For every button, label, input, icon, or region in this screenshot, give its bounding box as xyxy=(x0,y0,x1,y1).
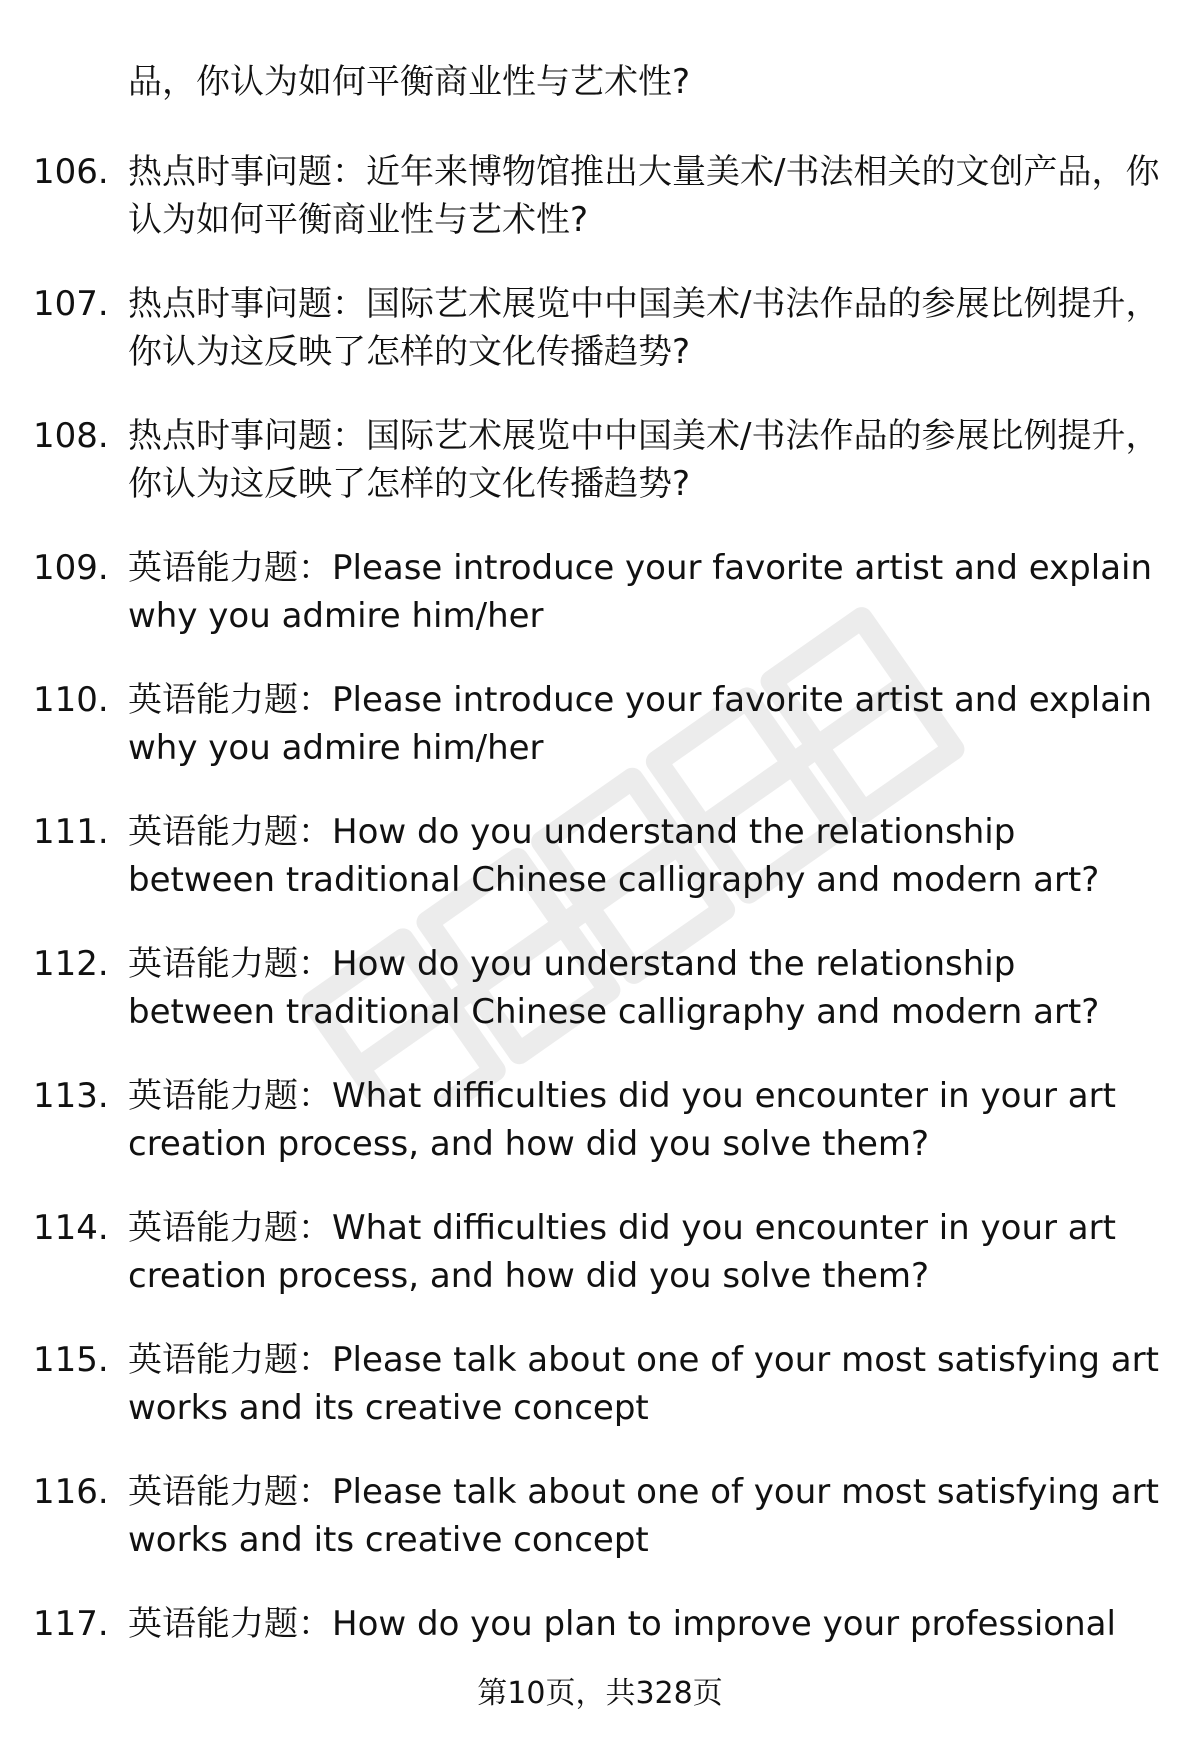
continued-question-text: 品，你认为如何平衡商业性与艺术性? xyxy=(128,62,691,102)
question-text: 英语能力题：How do you understand the relationship between traditional Chinese calligraphy and modern art? xyxy=(128,812,1100,900)
question-item xyxy=(0,1072,1200,1204)
question-text: 英语能力题：What difficulties did you encounter in your art creation process, and how did you solve them? xyxy=(128,1208,1116,1296)
question-number: 107. xyxy=(33,284,109,324)
question-number: 117. xyxy=(33,1604,109,1644)
question-text: 英语能力题：What difficulties did you encounter in your art creation process, and how did you solve them? xyxy=(128,1076,1116,1164)
question-text: 英语能力题：How do you plan to improve your professional xyxy=(128,1604,1116,1644)
question-item xyxy=(0,412,1200,544)
question-number: 113. xyxy=(33,1076,109,1116)
question-item xyxy=(0,280,1200,412)
question-item xyxy=(0,1468,1200,1600)
question-text: 热点时事问题：国际艺术展览中中国美术/书法作品的参展比例提升，你认为这反映了怎样的文化传播趋势? xyxy=(128,284,1160,372)
question-text: 英语能力题：Please introduce your favorite artist and explain why you admire him/her xyxy=(128,548,1153,636)
question-number: 106. xyxy=(33,152,109,192)
question-item xyxy=(0,1204,1200,1336)
question-item xyxy=(0,544,1200,676)
question-item xyxy=(0,940,1200,1072)
question-text: 英语能力题：Please talk about one of your most satisfying art works and its creative concept xyxy=(128,1472,1159,1560)
question-item xyxy=(0,1336,1200,1468)
question-list xyxy=(0,148,1200,1732)
question-text: 热点时事问题：近年来博物馆推出大量美术/书法相关的文创产品，你认为如何平衡商业性与艺术性? xyxy=(128,152,1160,240)
question-text: 热点时事问题：国际艺术展览中中国美术/书法作品的参展比例提升，你认为这反映了怎样的文化传播趋势? xyxy=(128,416,1160,504)
question-number: 114. xyxy=(33,1208,109,1248)
question-text: 英语能力题：How do you understand the relationship between traditional Chinese calligraphy and modern art? xyxy=(128,944,1100,1032)
question-item xyxy=(0,148,1200,280)
question-number: 115. xyxy=(33,1340,109,1380)
question-item xyxy=(0,808,1200,940)
question-number: 116. xyxy=(33,1472,109,1512)
question-text: 英语能力题：Please introduce your favorite artist and explain why you admire him/her xyxy=(128,680,1153,768)
question-item xyxy=(0,676,1200,808)
question-number: 112. xyxy=(33,944,109,984)
question-number: 108. xyxy=(33,416,109,456)
question-text: 英语能力题：Please talk about one of your most satisfying art works and its creative concept xyxy=(128,1340,1159,1428)
question-number: 109. xyxy=(33,548,109,588)
page-footer: 第10页，共328页 xyxy=(477,1676,723,1711)
question-number: 111. xyxy=(33,812,109,852)
question-number: 110. xyxy=(33,680,109,720)
